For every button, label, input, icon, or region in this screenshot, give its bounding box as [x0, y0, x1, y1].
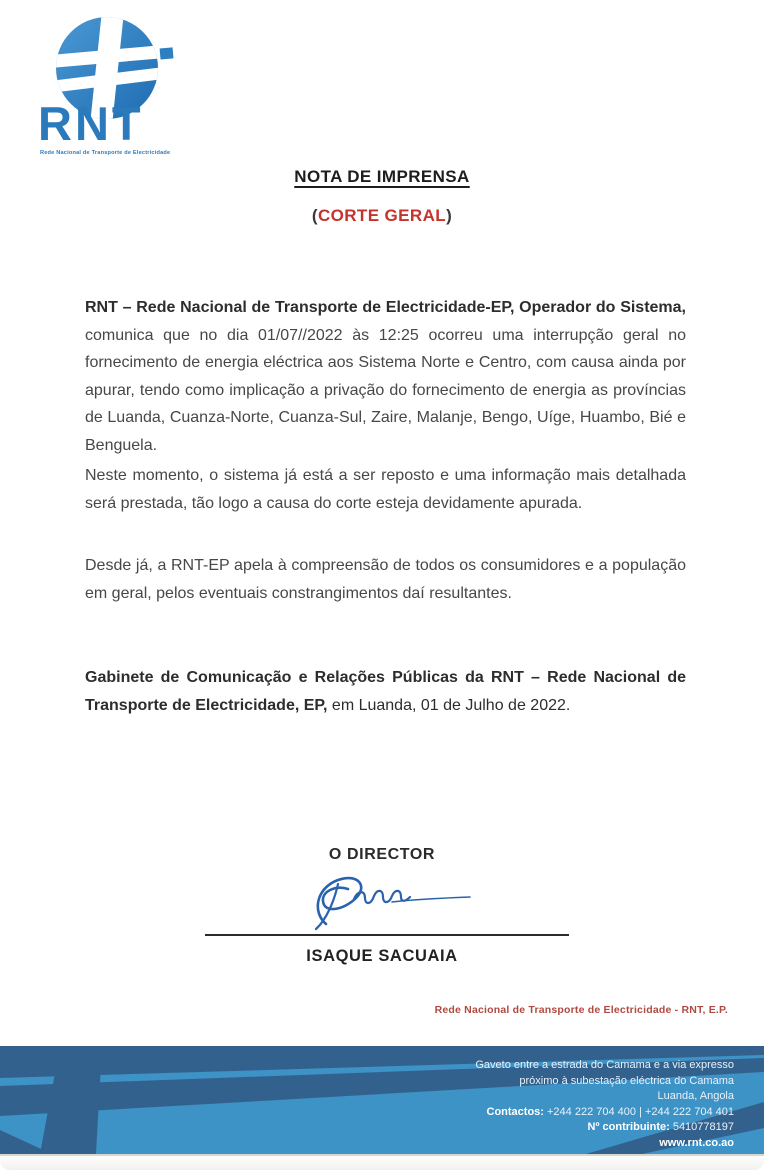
footer-address-line1: Gaveto entre a estrada do Camama e a via expresso — [475, 1059, 734, 1071]
footer-contacts-line: Contactos: +244 222 704 400 | +244 222 704 401 — [486, 1105, 734, 1118]
page-title: NOTA DE IMPRENSA — [294, 167, 470, 186]
handwritten-signature — [292, 868, 482, 932]
subtitle-red-text: CORTE GERAL — [317, 206, 447, 225]
signer-name: ISAQUE SACUAIA — [306, 947, 458, 965]
rnt-logo — [38, 12, 188, 172]
footer-address-line3: Luanda, Angola — [657, 1090, 734, 1102]
footer-band — [0, 1046, 764, 1154]
paragraph-apology: Desde já, a RNT-EP apela à compreensão de todos os consumidores e a população em geral, pelos eventuais constrangimentos daí resultantes. — [85, 557, 686, 602]
paragraph-announcement: RNT – Rede Nacional de Transporte de Electricidade-EP, Operador do Sistema, comunica que no dia 01/07//2022 às 12:25 ocorreu uma interrupção geral no fornecimento de energia eléctrica aos Sistema Norte e Centro, com causa ainda por apurar, tendo como implicação a privação do fornecimento de energia as províncias de Luanda, Cuanza-Norte, Cuanza-Sul, Zaire, Malanje, Bengo, Uíge, Huambo, Bié e Benguela. — [85, 299, 686, 454]
footer-company-line: Rede Nacional de Transporte de Electricidade - RNT, E.P. — [434, 1004, 728, 1016]
footer-website: www.rnt.co.ao — [659, 1136, 734, 1149]
footer-contact-block — [475, 1058, 734, 1151]
footer-taxid-line: Nº contribuinte: 5410778197 — [587, 1121, 734, 1133]
signature-rule — [205, 934, 569, 936]
footer-address-line2: próximo à subestação eléctrica do Camama — [519, 1074, 734, 1087]
page-bottom-edge — [0, 1154, 764, 1170]
paragraph-office-date: Gabinete de Comunicação e Relações Públicas da RNT – Rede Nacional de Transporte de Electricidade, EP, em Luanda, 01 de Julho de 2022. — [85, 669, 686, 714]
signer-role: O DIRECTOR — [328, 846, 436, 863]
paragraph-restoration: Neste momento, o sistema já está a ser reposto e uma informação mais detalhada será prestada, tão logo a causa do corte esteja devidamente apurada. — [85, 467, 686, 512]
logo-tagline: Rede Nacional de Transporte de Electricidade — [40, 150, 171, 156]
logo-wordmark: RNT — [38, 97, 144, 150]
page-subtitle: (CORTE GERAL) — [311, 206, 453, 225]
